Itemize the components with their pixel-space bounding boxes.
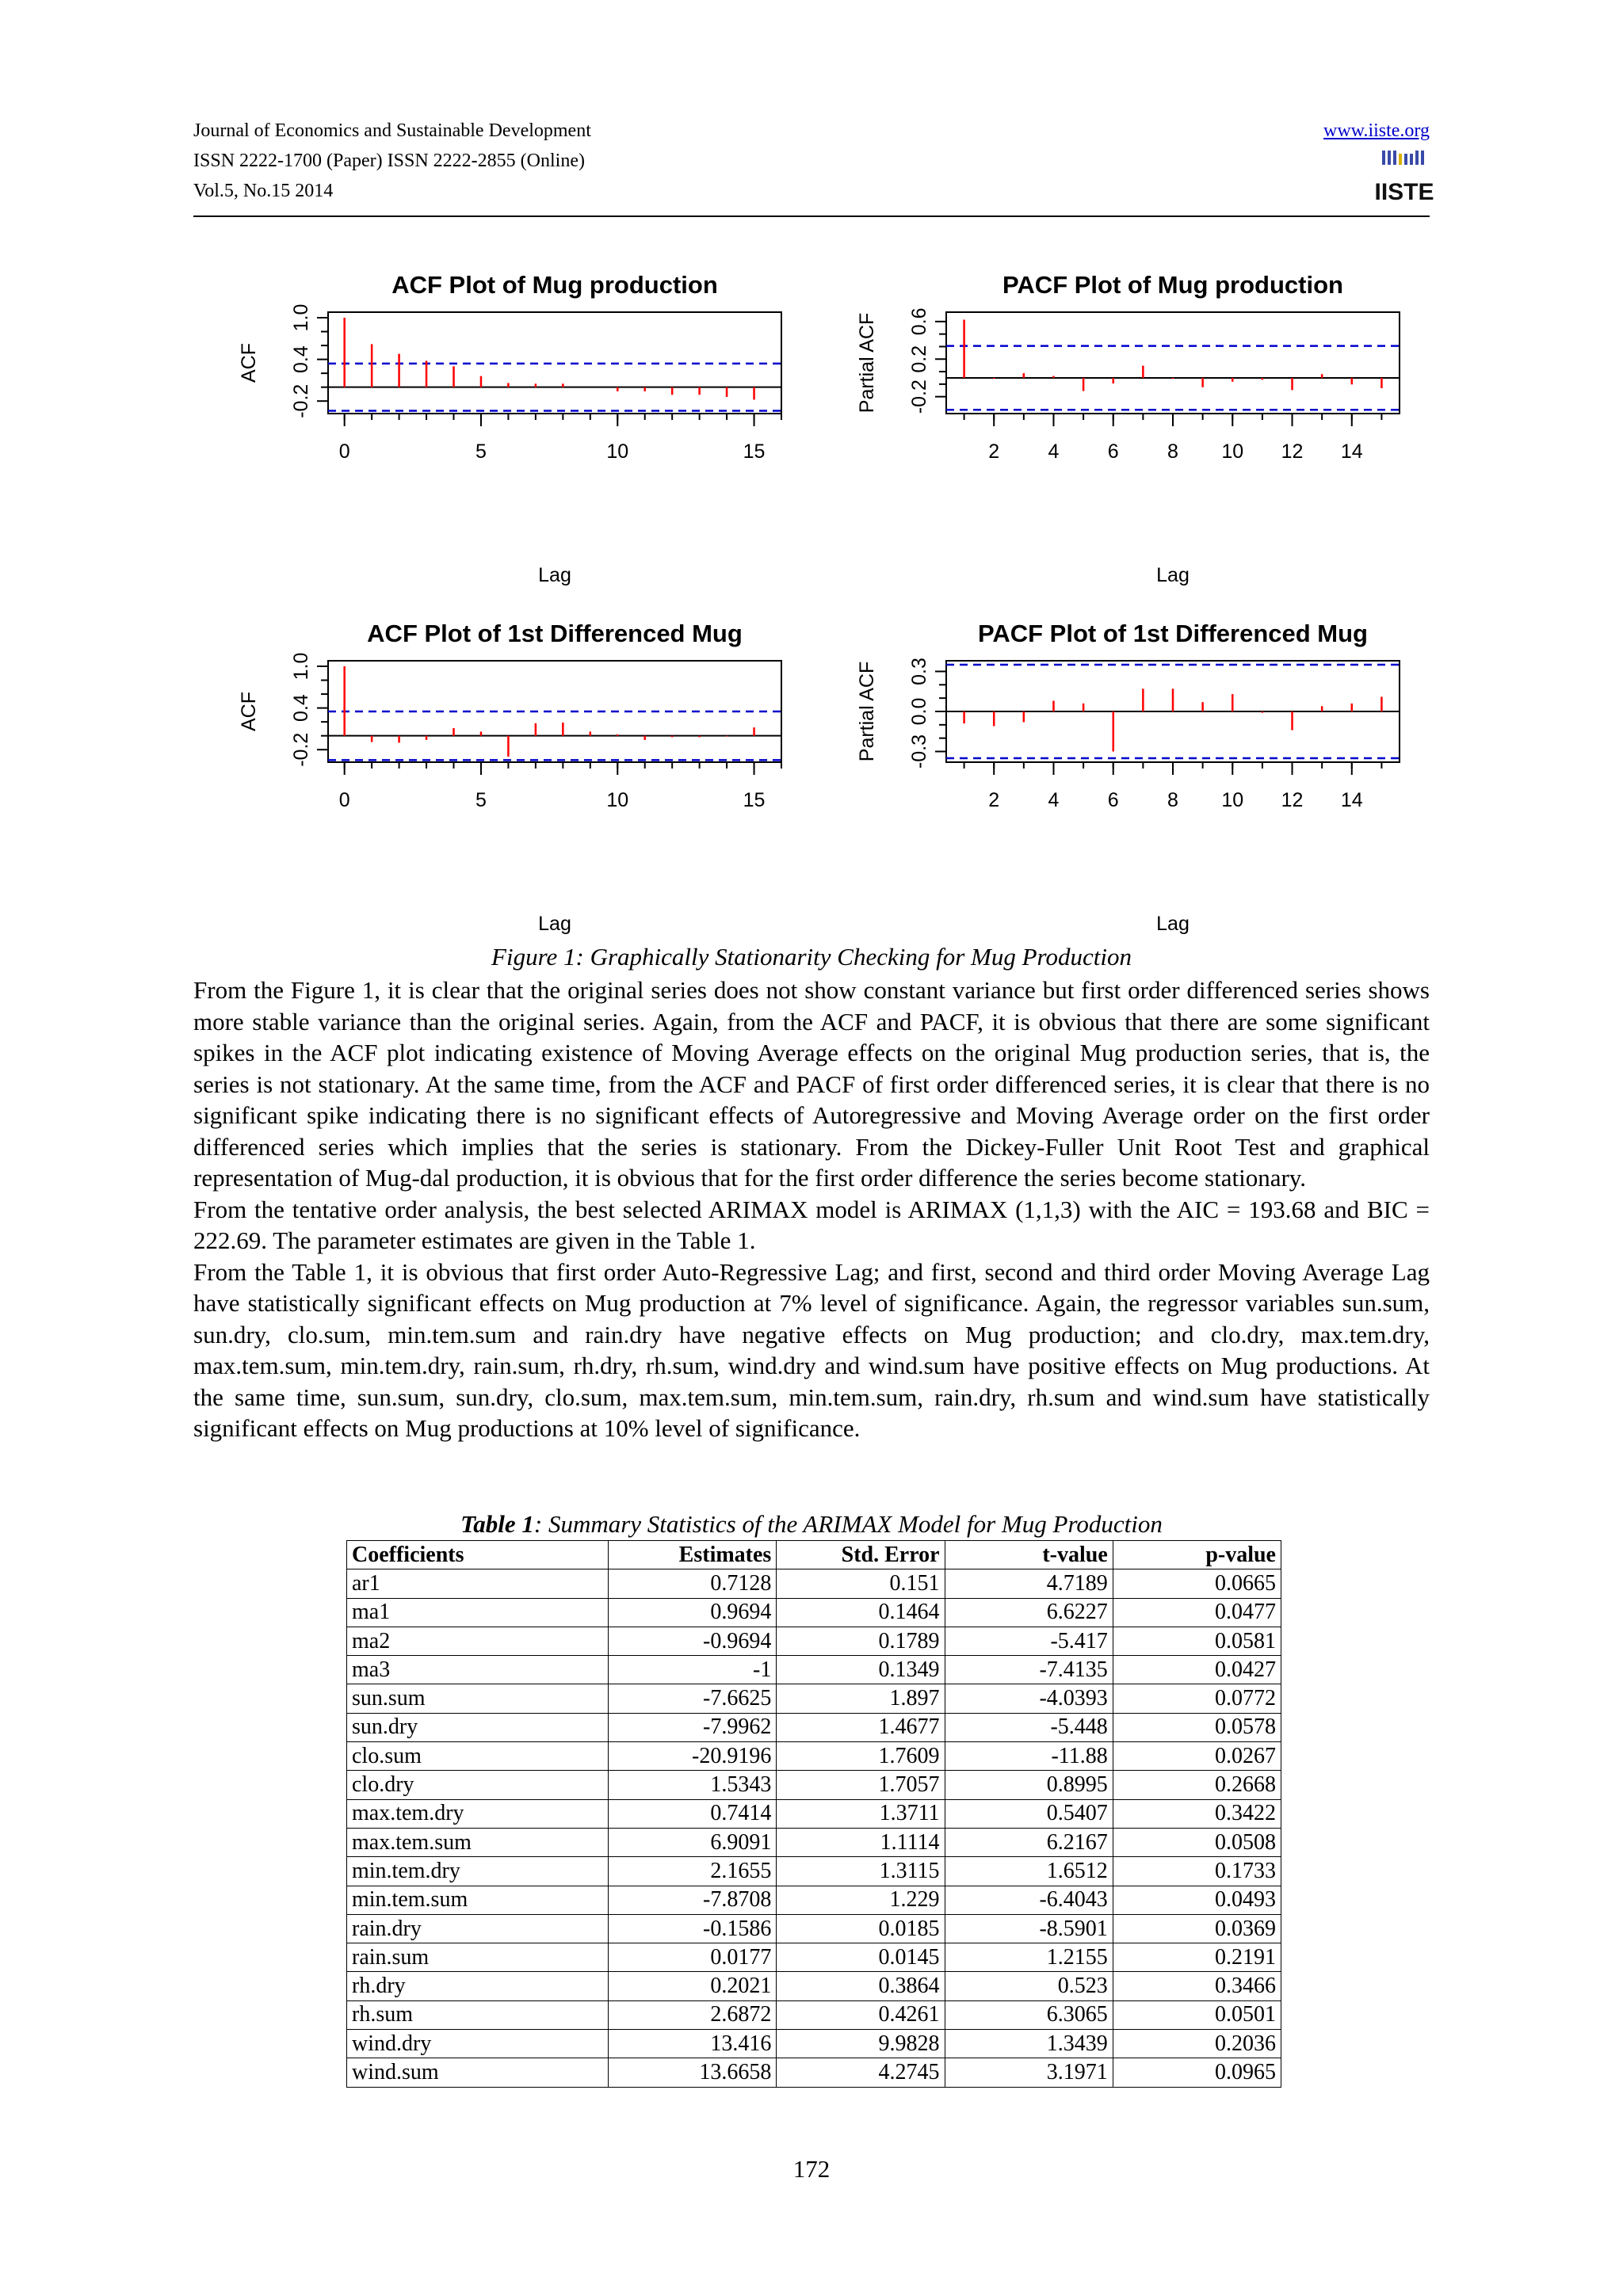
acf-plot-mug [193, 254, 812, 602]
figure-caption: Figure 1: Graphically Stationarity Checking for Mug Production [491, 943, 1132, 971]
table-cell: 0.0965 [1113, 2058, 1281, 2087]
y-tick-label: 0.4 [290, 345, 312, 373]
table-cell: 0.0493 [1113, 1886, 1281, 1914]
table-row [347, 2030, 1281, 2058]
table-row [347, 1799, 1281, 1828]
x-tick-label: 2 [988, 441, 1000, 463]
table-cell: -0.9694 [609, 1627, 777, 1655]
x-tick-label: 14 [1340, 441, 1363, 463]
table-cell: 2.6872 [609, 2000, 777, 2029]
x-tick-label: 5 [475, 789, 487, 811]
table-cell: max.tem.dry [347, 1799, 609, 1828]
iiste-logo-text: IISTE [1374, 179, 1434, 205]
y-tick-label: 1.0 [290, 652, 312, 681]
table-cell: 0.0501 [1113, 2000, 1281, 2029]
x-tick-label: 10 [606, 789, 629, 811]
table-cell: 3.1971 [945, 2058, 1113, 2087]
table-cell: 1.6512 [945, 1857, 1113, 1886]
y-tick-label: -0.2 [290, 732, 312, 767]
table-cell: -4.0393 [945, 1684, 1113, 1713]
pacf-plot-mug [812, 254, 1430, 602]
table-cell: 1.3711 [777, 1799, 945, 1828]
table-cell: 0.0578 [1113, 1713, 1281, 1741]
x-axis-label: Lag [538, 913, 571, 935]
table-row [347, 1857, 1281, 1886]
x-tick-label: 2 [988, 789, 1000, 811]
x-tick-label: 12 [1281, 789, 1304, 811]
table-cell: 0.5407 [945, 1799, 1113, 1828]
journal-issn: ISSN 2222-1700 (Paper) ISSN 2222-2855 (Online) [193, 151, 585, 171]
table-header-row [347, 1541, 1281, 1569]
x-tick-label: 0 [338, 789, 350, 811]
table-cell: rh.sum [347, 2000, 609, 2029]
y-tick-label: 0.0 [908, 697, 930, 726]
column-header: p-value [1113, 1541, 1281, 1569]
x-tick-label: 10 [1221, 789, 1244, 811]
table-row [347, 1656, 1281, 1684]
table-body [347, 1569, 1281, 2087]
plot-frame [946, 312, 1400, 414]
table-row [347, 1627, 1281, 1655]
table-cell: 0.0772 [1113, 1684, 1281, 1713]
table-cell: 0.0581 [1113, 1627, 1281, 1655]
paragraph: From the tentative order analysis, the best selected ARIMAX model is ARIMAX (1,1,3) with the AIC = 193.68 and BIC = 222.69. The parameter estimates are given in the Table 1. [193, 1195, 1430, 1254]
page-number: 172 [792, 2155, 831, 2183]
x-tick-label: 6 [1107, 441, 1119, 463]
table-cell: 0.3864 [777, 1972, 945, 2000]
table-cell: -7.9962 [609, 1713, 777, 1741]
table-cell: 1.7609 [777, 1742, 945, 1771]
table-cell: 0.3422 [1113, 1799, 1281, 1828]
table-cell: -0.1586 [609, 1914, 777, 1943]
table-row [347, 1914, 1281, 1943]
x-tick-label: 14 [1340, 789, 1363, 811]
journal-website-link[interactable]: www.iiste.org [1323, 120, 1430, 141]
table-cell: 0.0145 [777, 1943, 945, 1972]
acf-plot-differenced-mug [193, 602, 812, 951]
y-axis-label: Partial ACF [856, 312, 878, 414]
y-axis-label: ACF [238, 343, 260, 383]
table-cell: clo.dry [347, 1771, 609, 1799]
paragraph: From the Figure 1, it is clear that the original series does not show constant variance but first order differenced series shows more stable variance than the original series. Again, from the ACF and PACF, it is obvious that there are some significant spikes in the ACF plot indicating existence of Moving Average effects on the original Mug production series, that is, the series is not stationary. At the same time, from the ACF and PACF of first order differenced series, it is clear that there is no significant spike indicating there is no significant effects of Autoregressive and Moving Average order on the first order differenced series which implies that the series is stationary. From the Dickey-Fuller Unit Root Test and graphical representation of Mug-dal production, it is obvious that for the first order difference the series become stationary. [193, 976, 1430, 1192]
table-cell: sun.dry [347, 1713, 609, 1741]
journal-website-block [1323, 116, 1430, 146]
table-row [347, 1742, 1281, 1771]
table-cell: -5.417 [945, 1627, 1113, 1655]
table-row [347, 1684, 1281, 1713]
table-cell: rain.dry [347, 1914, 609, 1943]
table-cell: 0.0477 [1113, 1598, 1281, 1627]
table-row [347, 1972, 1281, 2000]
plot-title: ACF Plot of Mug production [391, 271, 718, 299]
table-cell: 2.1655 [609, 1857, 777, 1886]
table-cell: 0.1349 [777, 1656, 945, 1684]
table-cell: -20.9196 [609, 1742, 777, 1771]
table-cell: 6.6227 [945, 1598, 1113, 1627]
x-axis-label: Lag [538, 564, 571, 586]
table-cell: 1.4677 [777, 1713, 945, 1741]
table-cell: ma3 [347, 1656, 609, 1684]
table-row [347, 1828, 1281, 1856]
y-tick-label: 0.4 [290, 694, 312, 722]
plot-title: ACF Plot of 1st Differenced Mug [367, 620, 743, 647]
table-cell: ma1 [347, 1598, 609, 1627]
table-cell: 0.0369 [1113, 1914, 1281, 1943]
x-tick-label: 4 [1048, 441, 1060, 463]
table-cell: 1.229 [777, 1886, 945, 1914]
x-axis-label: Lag [1156, 913, 1190, 935]
x-tick-label: 12 [1281, 441, 1304, 463]
table-cell: -8.5901 [945, 1914, 1113, 1943]
plot-title: PACF Plot of 1st Differenced Mug [977, 620, 1369, 647]
table-title-text: : Summary Statistics of the ARIMAX Model for Mug Production [533, 1510, 1163, 1538]
table-cell: -7.8708 [609, 1886, 777, 1914]
header-rule [193, 215, 1430, 217]
column-header: Std. Error [777, 1541, 945, 1569]
x-tick-label: 10 [1221, 441, 1244, 463]
table-cell: 0.0185 [777, 1914, 945, 1943]
table-row [347, 2000, 1281, 2029]
journal-header [193, 116, 591, 206]
y-tick-label: -0.2 [290, 383, 312, 418]
table-cell: 0.9694 [609, 1598, 777, 1627]
table-cell: 0.3466 [1113, 1972, 1281, 2000]
table-cell: 0.0427 [1113, 1656, 1281, 1684]
table-cell: 0.1733 [1113, 1857, 1281, 1886]
table-cell: 0.151 [777, 1569, 945, 1598]
table-cell: min.tem.sum [347, 1886, 609, 1914]
table-cell: ar1 [347, 1569, 609, 1598]
table-cell: 1.1114 [777, 1828, 945, 1856]
x-tick-label: 8 [1167, 789, 1178, 811]
table-cell: -7.4135 [945, 1656, 1113, 1684]
table-row [347, 1713, 1281, 1741]
table-cell: 0.2191 [1113, 1943, 1281, 1972]
column-header: Estimates [609, 1541, 777, 1569]
x-tick-label: 0 [338, 441, 350, 463]
body-text [193, 974, 1430, 1444]
pacf-plot-differenced-mug [812, 602, 1430, 951]
x-tick-label: 6 [1107, 789, 1119, 811]
x-tick-label: 4 [1048, 789, 1060, 811]
table-cell: 0.523 [945, 1972, 1113, 2000]
table-cell: 13.6658 [609, 2058, 777, 2087]
table-cell: 1.2155 [945, 1943, 1113, 1972]
table-cell: clo.sum [347, 1742, 609, 1771]
table-cell: 0.2021 [609, 1972, 777, 2000]
column-header: t-value [945, 1541, 1113, 1569]
table-cell: wind.dry [347, 2030, 609, 2058]
y-tick-label: 0.3 [908, 658, 930, 685]
table-cell: -7.6625 [609, 1684, 777, 1713]
table-cell: 4.2745 [777, 2058, 945, 2087]
y-tick-label: 0.6 [908, 307, 930, 336]
x-tick-label: 8 [1167, 441, 1178, 463]
table-cell: 0.7128 [609, 1569, 777, 1598]
table-row [347, 1598, 1281, 1627]
y-tick-label: 1.0 [290, 303, 312, 332]
table-cell: 0.0267 [1113, 1742, 1281, 1771]
table-cell: 1.7057 [777, 1771, 945, 1799]
table-cell: max.tem.sum [347, 1828, 609, 1856]
table-cell: 1.5343 [609, 1771, 777, 1799]
y-tick-label: -0.2 [908, 379, 930, 414]
table-cell: -1 [609, 1656, 777, 1684]
table-cell: -6.4043 [945, 1886, 1113, 1914]
journal-volume: Vol.5, No.15 2014 [193, 181, 334, 201]
table-cell: rh.dry [347, 1972, 609, 2000]
table-cell: 0.2668 [1113, 1771, 1281, 1799]
table-cell: 1.897 [777, 1684, 945, 1713]
table-row [347, 1569, 1281, 1598]
table-cell: 0.2036 [1113, 2030, 1281, 2058]
table-cell: 0.7414 [609, 1799, 777, 1828]
table-cell: 4.7189 [945, 1569, 1113, 1598]
table-cell: wind.sum [347, 2058, 609, 2087]
x-tick-label: 15 [743, 441, 766, 463]
table-cell: 6.3065 [945, 2000, 1113, 2029]
table-cell: rain.sum [347, 1943, 609, 1972]
summary-table [346, 1540, 1281, 2088]
journal-name: Journal of Economics and Sustainable Development [193, 120, 591, 141]
table-cell: min.tem.dry [347, 1857, 609, 1886]
paragraph: From the Table 1, it is obvious that first order Auto-Regressive Lag; and first, second and third order Moving Average Lag have statistically significant effects on Mug production at 7% level of significance. Again, the regressor variables sun.sum, sun.dry, clo.sum, min.tem.sum and rain.dry have negative effects on Mug production; and clo.dry, max.tem.dry, max.tem.sum, min.tem.dry, rain.sum, rh.dry, rh.sum, wind.dry and wind.sum have positive effects on Mug productions. At the same time, sun.sum, sun.dry, clo.sum, max.tem.sum, min.tem.sum, rain.dry, rh.sum and wind.sum have statistically significant effects on Mug productions at 10% level of significance. [193, 1257, 1430, 1442]
table-cell: 0.4261 [777, 2000, 945, 2029]
table-cell: 6.2167 [945, 1828, 1113, 1856]
x-axis-label: Lag [1156, 564, 1190, 586]
y-tick-label: -0.3 [908, 734, 930, 769]
table-cell: 0.1789 [777, 1627, 945, 1655]
y-axis-label: Partial ACF [856, 661, 878, 762]
table-cell: 1.3115 [777, 1857, 945, 1886]
plot-title: PACF Plot of Mug production [1002, 271, 1343, 299]
table-cell: 0.0177 [609, 1943, 777, 1972]
figure-1 [193, 254, 1430, 951]
table-cell: 13.416 [609, 2030, 777, 2058]
x-tick-label: 15 [743, 789, 766, 811]
x-tick-label: 10 [606, 441, 629, 463]
table-row [347, 1943, 1281, 1972]
table-title [193, 1510, 1430, 1539]
table-cell: -11.88 [945, 1742, 1113, 1771]
y-tick-label: 0.2 [908, 345, 930, 373]
iiste-logo [1374, 147, 1434, 208]
table-cell: 0.0508 [1113, 1828, 1281, 1856]
table-row [347, 1771, 1281, 1799]
table-cell: -5.448 [945, 1713, 1113, 1741]
table-cell: sun.sum [347, 1684, 609, 1713]
column-header: Coefficients [347, 1541, 609, 1569]
table-cell: 0.8995 [945, 1771, 1113, 1799]
x-tick-label: 5 [475, 441, 487, 463]
table-cell: 0.0665 [1113, 1569, 1281, 1598]
table-cell: ma2 [347, 1627, 609, 1655]
table-cell: 0.1464 [777, 1598, 945, 1627]
table-cell: 1.3439 [945, 2030, 1113, 2058]
table-row [347, 1886, 1281, 1914]
table-label: Table 1 [460, 1510, 534, 1538]
table-cell: 6.9091 [609, 1828, 777, 1856]
table-row [347, 2058, 1281, 2087]
table-cell: 9.9828 [777, 2030, 945, 2058]
y-axis-label: ACF [238, 692, 260, 731]
